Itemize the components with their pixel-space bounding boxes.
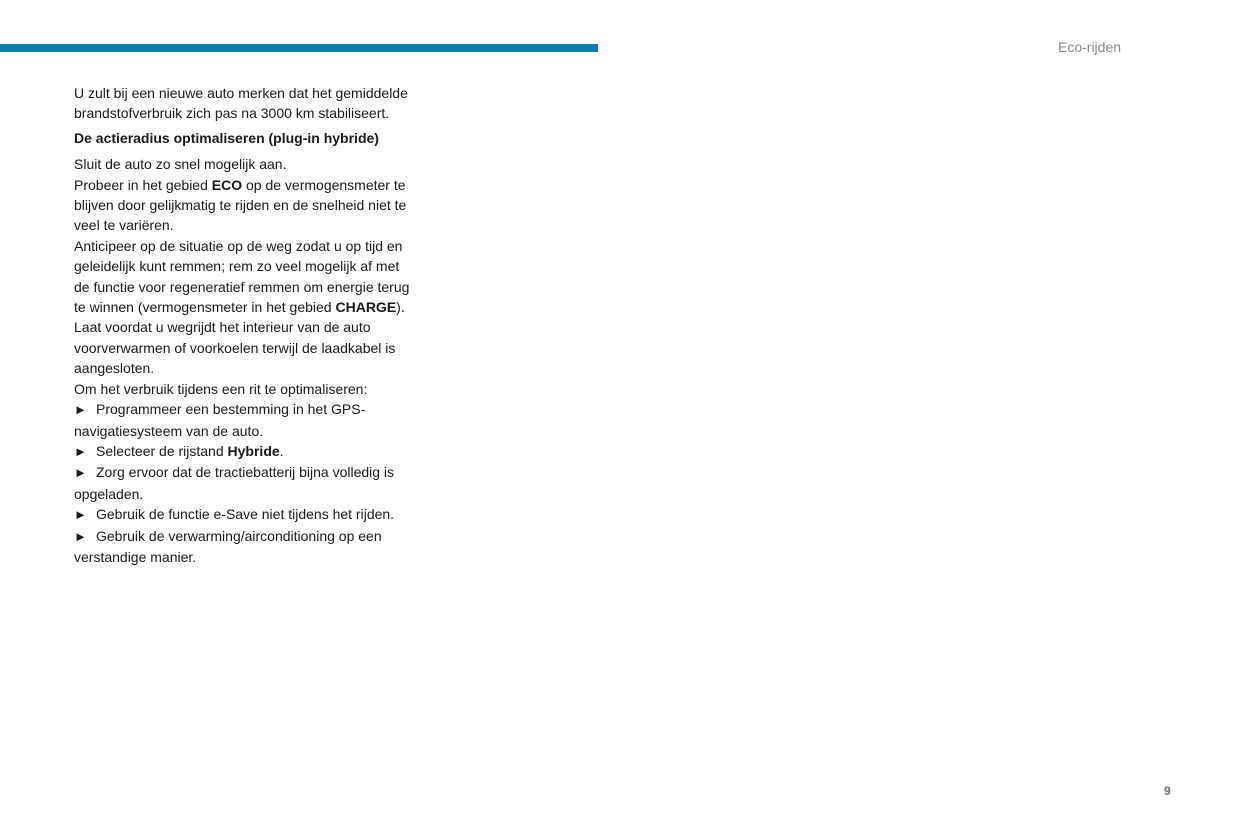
bullet-item-drive-mode bbox=[74, 441, 414, 462]
header-accent-bar bbox=[0, 44, 598, 52]
section-title: Eco-rijden bbox=[1058, 39, 1122, 55]
bullet-arrow-icon: ► bbox=[74, 443, 87, 459]
bullet-arrow-icon: ► bbox=[74, 465, 87, 481]
paragraph-anticipate-text-before: Anticipeer op de situatie op de weg zodat u op tijd en geleidelijk kunt remmen; rem zo veel mogelijk af met de functie voor regeneratief remmen om energie terug te winnen (vermogensmeter in het gebied bbox=[74, 237, 410, 316]
page-content bbox=[74, 83, 414, 567]
hybride-label: Hybride bbox=[227, 442, 280, 459]
paragraph-connect: Sluit de auto zo snel mogelijk aan. bbox=[74, 156, 287, 173]
bullet-item-climate bbox=[74, 526, 414, 568]
bullet-item-esave bbox=[74, 504, 414, 525]
paragraph-eco-text-before: Probeer in het gebied bbox=[74, 176, 212, 193]
paragraph-eco bbox=[74, 175, 414, 236]
intro-paragraph: U zult bij een nieuwe auto merken dat het gemiddelde brandstofverbruik zich pas na 3000 km stabiliseert. bbox=[74, 85, 408, 122]
paragraph-anticipate bbox=[74, 236, 414, 318]
bullet-item-text: Zorg ervoor dat de tractiebatterij bijna volledig is opgeladen. bbox=[74, 464, 395, 502]
bullet-item-battery bbox=[74, 462, 414, 504]
bullet-arrow-icon: ► bbox=[74, 402, 87, 418]
eco-label: ECO bbox=[211, 176, 243, 193]
charge-label: CHARGE bbox=[335, 299, 397, 316]
bullet-arrow-icon: ► bbox=[74, 507, 87, 523]
bullet-item-text-after: . bbox=[279, 442, 284, 459]
paragraph-optimise-intro: Om het verbruik tijdens een rit te optimaliseren: bbox=[74, 380, 368, 397]
paragraph-preconditioning: Laat voordat u wegrijdt het interieur van de auto voorverwarmen of voorkoelen terwijl de laadkabel is aangesloten. bbox=[74, 319, 396, 377]
paragraph-eco-text-after: op de vermogensmeter te blijven door gelijkmatig te rijden en de snelheid niet te veel te variëren. bbox=[74, 176, 407, 234]
bullet-arrow-icon: ► bbox=[74, 528, 87, 544]
paragraph-anticipate-text-after: ). bbox=[396, 299, 405, 316]
bullet-item-text: Programmeer een bestemming in het GPS-navigatiesysteem van de auto. bbox=[74, 401, 366, 439]
bullet-item-text-before: Selecteer de rijstand bbox=[96, 442, 228, 459]
bullet-item-gps bbox=[74, 399, 414, 441]
page-number: 9 bbox=[1164, 784, 1171, 798]
bullet-item-text: Gebruik de functie e-Save niet tijdens het rijden. bbox=[96, 506, 395, 523]
bullet-item-text: Gebruik de verwarming/airconditioning op een verstandige manier. bbox=[74, 527, 382, 565]
section-heading: De actieradius optimaliseren (plug-in hybride) bbox=[74, 129, 379, 146]
